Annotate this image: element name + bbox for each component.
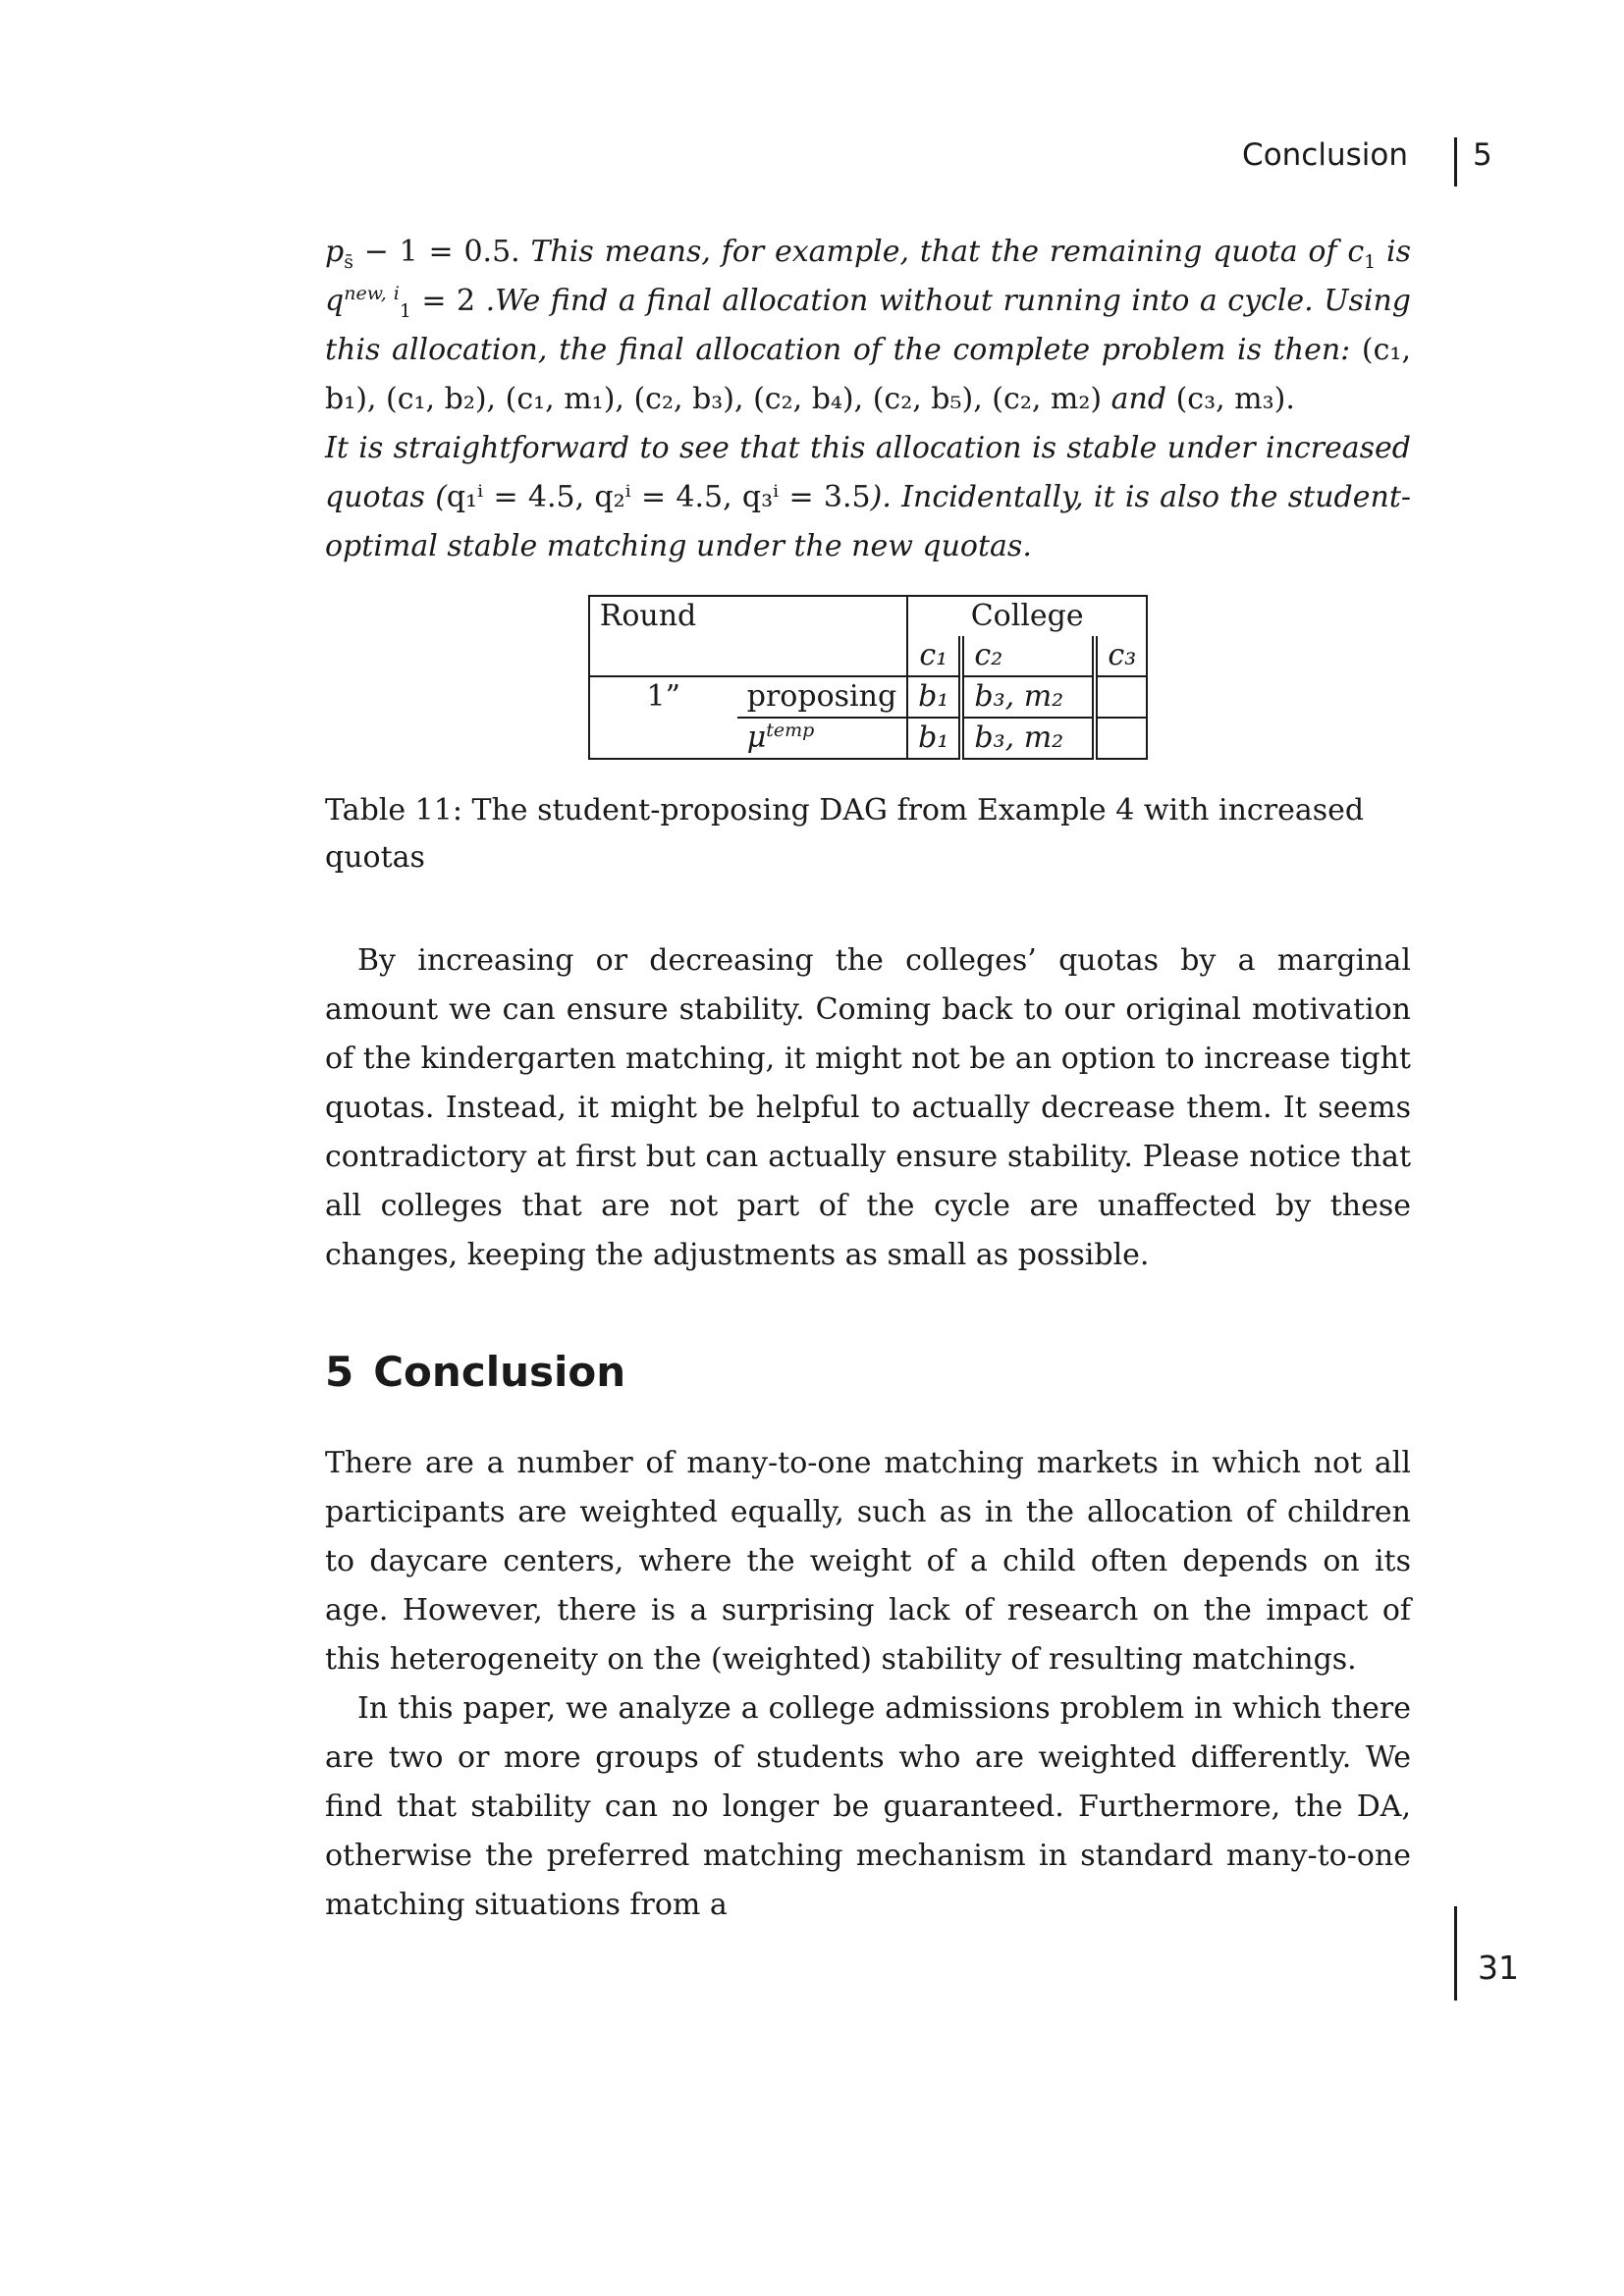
table-row [589, 676, 1147, 718]
intro-c-sub: 1 [1364, 251, 1377, 273]
round-header: Round [599, 599, 697, 633]
intro-c: c [1347, 235, 1365, 269]
intro-q-sub: 1 [399, 300, 411, 322]
table-row-label-header [737, 596, 907, 636]
row-label-proposing: proposing [737, 676, 907, 718]
intro-p: p [325, 235, 345, 269]
intro-pairs: (c₁, b₁), (c₁, b₂), (c₁, m₁), (c₂, b₃), (c₂, b₄), (c₂, b₅), (c₂, m₂) [325, 333, 1411, 416]
intro-q: q [325, 284, 345, 318]
row-label-mu-temp [737, 718, 907, 759]
round-cell [589, 718, 737, 759]
col-c3-header: c₃ [1095, 636, 1147, 676]
intro-p-sub: s̄ [344, 251, 353, 273]
col-c2-header: c₂ [961, 636, 1095, 676]
table-subheader-row [589, 636, 1147, 676]
cell-c3 [1095, 718, 1147, 759]
section-title: Conclusion [373, 1348, 626, 1396]
table-header-row [589, 596, 1147, 636]
cell-c3 [1095, 676, 1147, 718]
mu-sup: temp [766, 720, 815, 741]
intro-q-sup: new, i [344, 283, 400, 304]
table-empty-cell [589, 636, 737, 676]
section-heading [325, 1343, 1411, 1402]
intro-last-pair: (c₃, m₃) [1175, 382, 1286, 416]
running-header-section-number: 5 [1473, 137, 1492, 173]
quota-adjustment-paragraph: By increasing or decreasing the colleges’ quotas by a marginal amount we can ensure stability. Coming back to our original motivation of the kindergarten matching, it might not be an option to increase tight quotas. Instead, it might be helpful to actually decrease them. It seems contradictory at first but can actually ensure stability. Please notice that all colleges that are not part of the cycle are unaffected by these changes, keeping the adjustments as small as possible. [325, 943, 1411, 1272]
header-divider [1454, 137, 1457, 187]
stable-quotas: q₁ⁱ = 4.5, q₂ⁱ = 4.5, q₃ⁱ = 3.5 [446, 480, 871, 514]
table-empty-cell [737, 636, 907, 676]
conclusion-paragraph-2: In this paper, we analyze a college admissions problem in which there are two or more groups of students who are weighted differently. We find that stability can no longer be guaranteed. Furthermore, the DA, otherwise the preferred matching mechanism in standard many-to-one matching situations from a [325, 1691, 1411, 1922]
running-header-title: Conclusion [1242, 137, 1408, 173]
cell-c2: b₃, m₂ [961, 718, 1095, 759]
conclusion-paragraph-1: There are a number of many-to-one matching markets in which not all participants are weighted equally, such as in the allocation of children to daycare centers, where the weight of a child often depends on its age. However, there is a surprising lack of research on the impact of this heterogeneity on the (weighted) stability of resulting matchings. [325, 1446, 1411, 1677]
cell-c1: b₁ [907, 676, 961, 718]
intro-eq: − 1 = 0.5. [352, 235, 520, 269]
page-body [325, 228, 1411, 1930]
cell-c2: b₃, m₂ [961, 676, 1095, 718]
col-c1-header: c₁ [907, 636, 961, 676]
intro-end: . [1285, 382, 1295, 416]
cell-c1: b₁ [907, 718, 961, 759]
intro-rest: .We find a final allocation without running into a cycle. Using this allocation, the final allocation of the complete problem is then: [325, 284, 1411, 367]
stability-paragraph [325, 424, 1411, 571]
intro-and: and [1102, 382, 1176, 416]
college-header: College [907, 596, 1147, 636]
section-number: 5 [325, 1348, 354, 1396]
intro-eq2: = 2 [410, 284, 476, 318]
table-row [589, 718, 1147, 759]
stable-text1: It is straightforward to see that this allocation is stable under increased quotas ( [325, 431, 1411, 514]
page-number: 31 [1478, 1949, 1519, 1987]
footer-divider [1454, 1906, 1457, 2001]
round-cell: 1” [589, 676, 737, 718]
dag-table [588, 595, 1148, 760]
intro-text1: This means, for example, that the remaining quota of [519, 235, 1348, 269]
intro-paragraph [325, 228, 1411, 424]
mu-symbol: μ [746, 721, 767, 755]
stable-text2: ). Incidentally, it is also the student-optimal stable matching under the new quotas. [325, 480, 1412, 563]
intro-is: is [1376, 235, 1411, 269]
table-caption: Table 11: The student-proposing DAG from Example 4 with increased quotas [325, 793, 1365, 875]
